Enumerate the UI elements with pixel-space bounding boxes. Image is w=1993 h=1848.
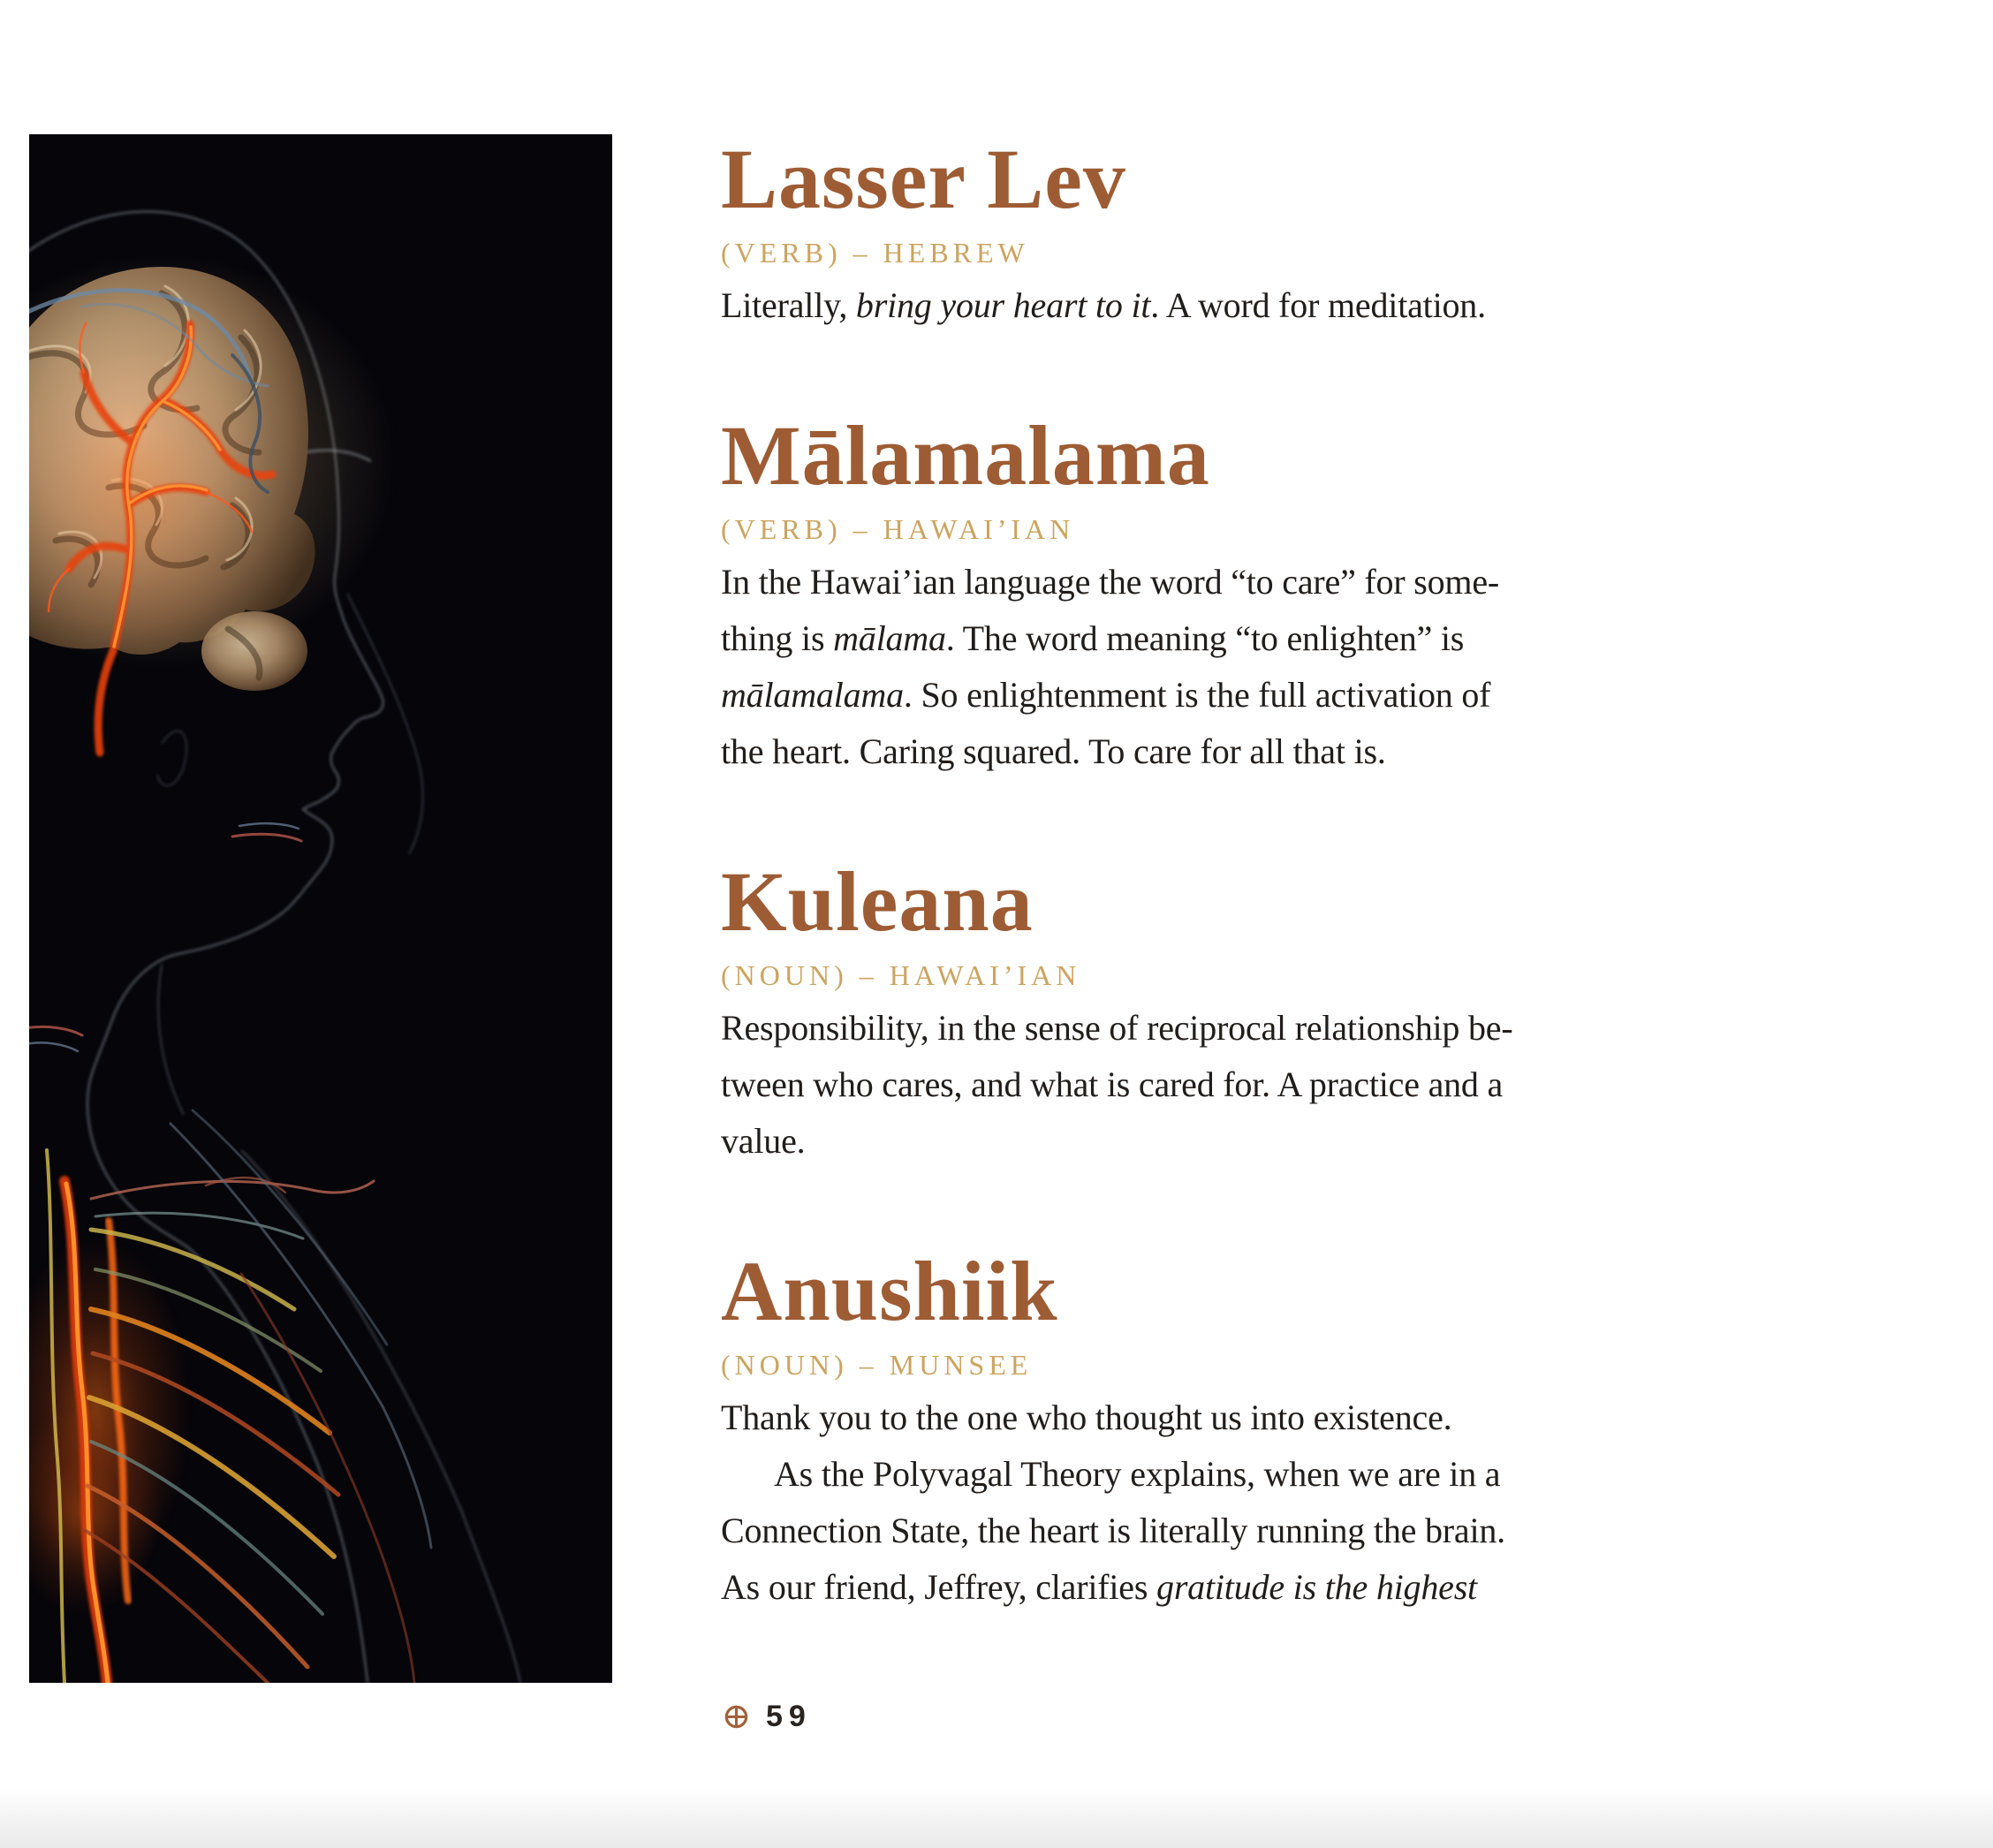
body-line: thing is mālama. The word meaning “to enlighten” is (721, 618, 1465, 658)
entry-term: Anushiik (721, 1244, 1058, 1338)
body-line: Literally, bring your heart to it. A word for meditation. (721, 285, 1486, 325)
entry-term: Lasser Lev (721, 132, 1126, 226)
entry-definition (721, 1390, 1781, 1616)
entry-definition (721, 554, 1781, 780)
body-line: tween who cares, and what is cared for. A practice and a (721, 1064, 1504, 1104)
entry-pos-language-label: (VERB) – HEBREW (721, 237, 1029, 269)
body-line: In the Hawai’ian language the word “to care” for some- (721, 562, 1500, 602)
entry-term: Kuleana (721, 854, 1034, 949)
body-line: As our friend, Jeffrey, clarifies gratitude is the highest (721, 1567, 1477, 1607)
entry-lasser-lev (721, 132, 1781, 334)
body-line: Responsibility, in the sense of reciprocal relationship be- (721, 1008, 1513, 1048)
brain-profile-photo (29, 134, 612, 1683)
entry-kuleana (721, 854, 1781, 1170)
entry-malamalama (721, 408, 1781, 780)
body-line: Connection State, the heart is literally running the brain. (721, 1511, 1505, 1550)
entry-pos-language-label: (VERB) – HAWAI’IAN (721, 513, 1075, 545)
page-edge-fade (0, 1786, 1993, 1848)
page-number: 59 (766, 1700, 812, 1733)
entry-pos-language-label: (NOUN) – HAWAI’IAN (721, 959, 1081, 991)
body-line: mālamalama. So enlightenment is the full activation of (721, 675, 1491, 715)
entry-term: Mālamalama (721, 408, 1210, 503)
body-line: value. (721, 1121, 806, 1161)
body-line: the heart. Caring squared. To care for all that is. (721, 731, 1386, 771)
entry-anushiik (721, 1244, 1781, 1616)
page-footer (724, 1700, 812, 1733)
body-line: As the Polyvagal Theory explains, when we are in a (774, 1454, 1501, 1494)
entry-pos-language-label: (NOUN) – MUNSEE (721, 1349, 1033, 1381)
entry-definition (721, 1000, 1781, 1170)
entry-definition (721, 277, 1781, 334)
circled-plus-icon (724, 1705, 748, 1729)
body-line: Thank you to the one who thought us into existence. (721, 1397, 1452, 1437)
anatomy-illustration (29, 134, 612, 1683)
glossary-column (721, 0, 1781, 1616)
